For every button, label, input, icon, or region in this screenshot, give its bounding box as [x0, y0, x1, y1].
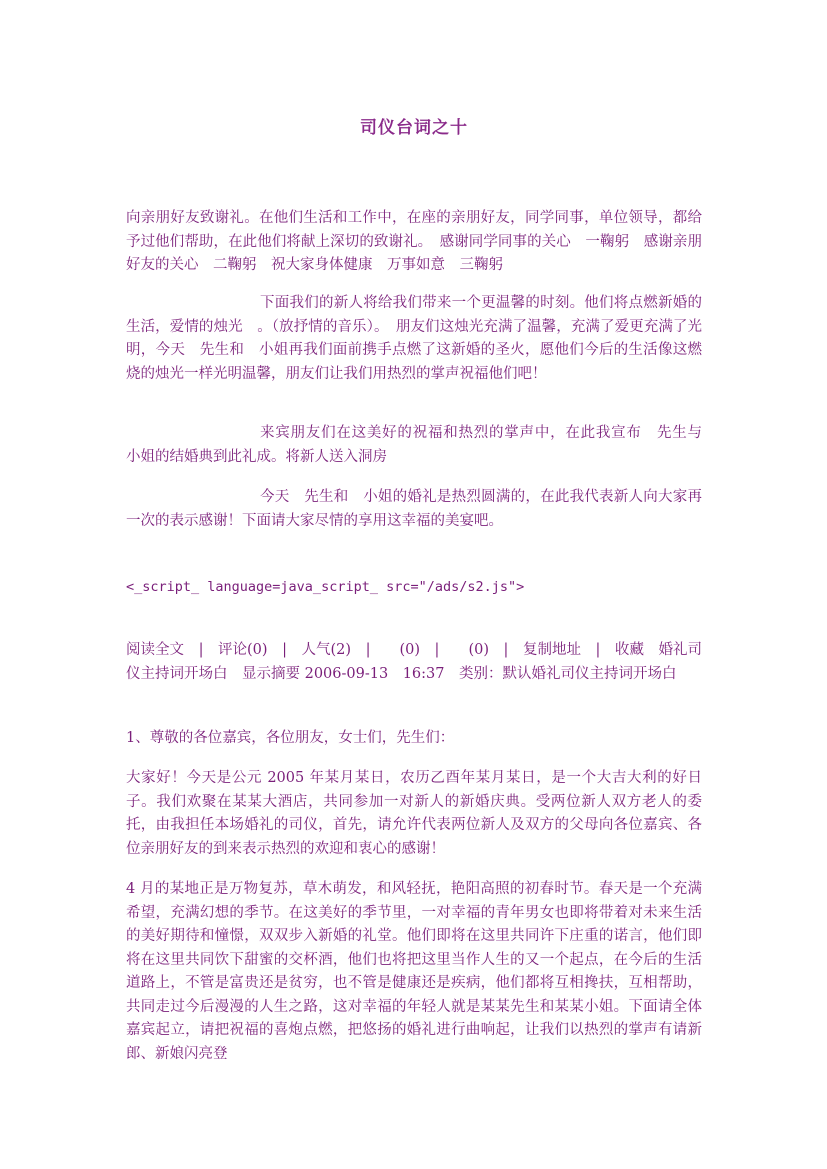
script-tag-text: <_script_ language=java_script_ src="/ads/s2.js"> [126, 579, 525, 595]
paragraph-ceremony-complete: 来宾朋友们在这美好的祝福和热烈的掌声中，在此我宣布 先生与 小姐的结婚典到此礼成。将新人送入洞房 [126, 425, 717, 465]
paragraph-thanks-bow: 向亲朋好友致谢礼。在他们生活和工作中，在座的亲朋好友，同学同事，单位领导，都给予过他们帮助，在此他们将献上深切的致谢礼。 感谢同学同事的关心 一鞠躬 感谢亲朋好友的关心 二鞠躬 祝大家身体健康 万事如意 三鞠躬 [126, 210, 702, 273]
paragraph-candle-lighting: 下面我们的新人将给我们带来一个更温馨的时刻。他们将点燃新婚的生活，爱情的烛光 。（放抒情的音乐）。 朋友们这烛光充满了温馨，充满了爱更充满了光明，今天 先生和 小姐再我们面前携手点燃了这新婚的圣火，愿他们今后的生活像这燃烧的烛光一样光明温馨，朋友们让我们用热烈的掌声祝福他们吧！ [126, 295, 702, 382]
blog-meta-line: 阅读全文 | 评论(0) | 人气(2) | (0) | (0) | 复制地址 | 收藏 婚礼司仪主持词开场白 显示摘要 2006-09-13 16:37 类别：默认婚礼司仪主持词开场白 [126, 642, 702, 682]
paragraph-spring: 4 月的某地正是万物复苏，草木萌发，和风轻抚，艳阳高照的初春时节。春天是一个充满希望，充满幻想的季节。在这美好的季节里，一对幸福的青年男女也即将带着对未来生活的美好期待和憧憬，双双步入新婚的礼堂。他们即将在这里共同许下庄重的诺言，他们即将在这里共同饮下甜蜜的交杯酒，他们也将把这里当作人生的又一个起点，在今后的生活道路上，不管是富贵还是贫穷，也不管是健康还是疾病，他们都将互相搀扶，互相帮助，共同走过今后漫漫的人生之路，这对幸福的年轻人就是某某先生和某某小姐。下面请全体嘉宾起立，请把祝福的喜炮点燃，把悠扬的婚礼进行曲响起，让我们以热烈的掌声有请新郎、新娘闪亮登 [126, 881, 702, 1062]
paragraph-greeting: 1、尊敬的各位嘉宾，各位朋友，女士们，先生们： [126, 730, 455, 746]
paragraph-final-thanks: 今天 先生和 小姐的婚礼是热烈圆满的，在此我代表新人向大家再一次的表示感谢！下面请大家尽情的享用这幸福的美宴吧。 [126, 489, 702, 529]
document-title: 司仪台词之十 [360, 118, 468, 138]
paragraph-opening: 大家好！今天是公元 2005 年某月某日，农历乙酉年某月某日，是一个大吉大利的好日子。我们欢聚在某某大酒店，共同参加一对新人的新婚庆典。受两位新人双方老人的委托，由我担任本场婚礼的司仪，首先，请允许代表两位新人及双方的父母向各位嘉宾、各位亲朋好友的到来表示热烈的欢迎和衷心的感谢！ [126, 770, 702, 857]
